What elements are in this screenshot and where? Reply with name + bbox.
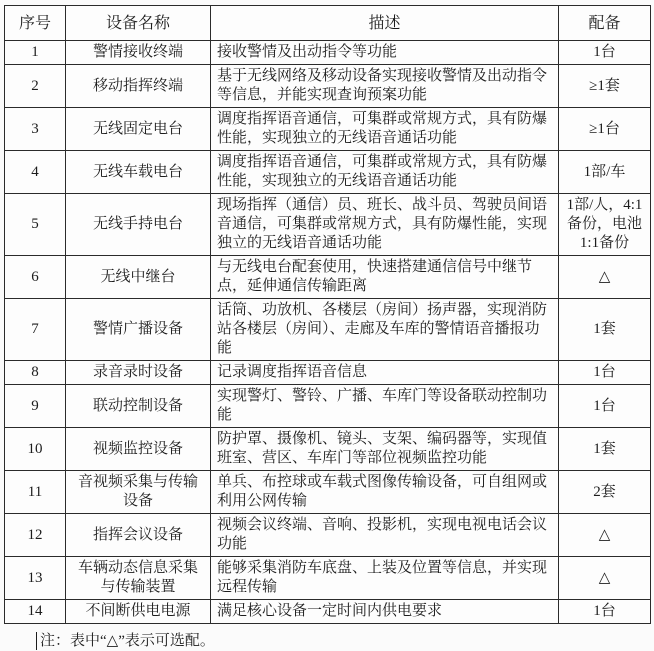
cell-equipment-name: 音视频采集与传输设备 bbox=[66, 471, 211, 514]
cell-description: 与无线电台配套使用，快速搭建通信信号中继节点，延伸通信传输距离 bbox=[211, 256, 559, 299]
table-row bbox=[5, 194, 651, 256]
cell-number: 5 bbox=[5, 194, 66, 256]
cell-equipment-name: 警情接收终端 bbox=[66, 41, 211, 65]
column-header-description: 描述 bbox=[211, 6, 559, 41]
cell-description: 接收警情及出动指令等功能 bbox=[211, 41, 559, 65]
table-row bbox=[5, 385, 651, 428]
cell-number: 12 bbox=[5, 514, 66, 557]
cell-number: 1 bbox=[5, 41, 66, 65]
cell-description: 记录调度指挥语音信息 bbox=[211, 361, 559, 385]
cell-description: 单兵、布控球或车载式图像传输设备，可自组网或利用公网传输 bbox=[211, 471, 559, 514]
cell-number: 7 bbox=[5, 299, 66, 361]
cell-equipment-name: 无线中继台 bbox=[66, 256, 211, 299]
cell-equipment-name: 指挥会议设备 bbox=[66, 514, 211, 557]
cell-equipment-name: 警情广播设备 bbox=[66, 299, 211, 361]
cell-allocation: 1部/人，4:1备份，电池1:1备份 bbox=[559, 194, 651, 256]
cell-description: 调度指挥语音通信，可集群或常规方式，具有防爆性能，实现独立的无线语音通话功能 bbox=[211, 108, 559, 151]
document-page bbox=[0, 5, 654, 649]
cell-allocation: 1部/车 bbox=[559, 151, 651, 194]
cell-allocation: △ bbox=[559, 514, 651, 557]
equipment-table bbox=[4, 5, 651, 624]
cell-description: 视频会议终端、音响、投影机，实现电视电话会议功能 bbox=[211, 514, 559, 557]
cell-description: 基于无线网络及移动设备实现接收警情及出动指令等信息，并能实现查询预案功能 bbox=[211, 65, 559, 108]
cell-equipment-name: 移动指挥终端 bbox=[66, 65, 211, 108]
footnote bbox=[36, 631, 654, 651]
cell-allocation: △ bbox=[559, 557, 651, 600]
cell-allocation: 1台 bbox=[559, 361, 651, 385]
column-header-number: 序号 bbox=[5, 6, 66, 41]
table-row bbox=[5, 557, 651, 600]
table-row bbox=[5, 514, 651, 557]
cell-equipment-name: 视频监控设备 bbox=[66, 428, 211, 471]
cell-description: 话筒、功放机、各楼层（房间）扬声器，实现消防站各楼层（房间）、走廊及车库的警情语音播报功能 bbox=[211, 299, 559, 361]
cell-description: 调度指挥语音通信，可集群或常规方式，具有防爆性能，实现独立的无线语音通话功能 bbox=[211, 151, 559, 194]
cell-allocation: ≥1套 bbox=[559, 65, 651, 108]
cell-number: 14 bbox=[5, 600, 66, 624]
cell-number: 9 bbox=[5, 385, 66, 428]
cell-number: 11 bbox=[5, 471, 66, 514]
table-row bbox=[5, 256, 651, 299]
cell-number: 13 bbox=[5, 557, 66, 600]
cell-allocation: 1台 bbox=[559, 41, 651, 65]
table-row bbox=[5, 151, 651, 194]
column-header-allocation: 配备 bbox=[559, 6, 651, 41]
column-header-equipment-name: 设备名称 bbox=[66, 6, 211, 41]
cell-equipment-name: 无线车载电台 bbox=[66, 151, 211, 194]
cell-allocation: ≥1台 bbox=[559, 108, 651, 151]
table-row bbox=[5, 471, 651, 514]
cell-equipment-name: 不间断供电电源 bbox=[66, 600, 211, 624]
table-row bbox=[5, 428, 651, 471]
cell-description: 满足核心设备一定时间内供电要求 bbox=[211, 600, 559, 624]
cell-description: 现场指挥（通信）员、班长、战斗员、驾驶员间语音通信，可集群或常规方式，具有防爆性能，实现独立的无线语音通话功能 bbox=[211, 194, 559, 256]
cell-description: 防护罩、摄像机、镜头、支架、编码器等，实现值班室、营区、车库门等部位视频监控功能 bbox=[211, 428, 559, 471]
table-row bbox=[5, 65, 651, 108]
cell-equipment-name: 联动控制设备 bbox=[66, 385, 211, 428]
cell-allocation: 1台 bbox=[559, 385, 651, 428]
cell-allocation: 1套 bbox=[559, 428, 651, 471]
cell-number: 10 bbox=[5, 428, 66, 471]
table-header-row bbox=[5, 6, 651, 41]
cell-equipment-name: 无线固定电台 bbox=[66, 108, 211, 151]
text-cursor bbox=[36, 632, 37, 650]
cell-equipment-name: 无线手持电台 bbox=[66, 194, 211, 256]
table-row bbox=[5, 361, 651, 385]
table-row bbox=[5, 600, 651, 624]
cell-allocation: △ bbox=[559, 256, 651, 299]
cell-number: 4 bbox=[5, 151, 66, 194]
cell-allocation: 2套 bbox=[559, 471, 651, 514]
table-row bbox=[5, 299, 651, 361]
table-row bbox=[5, 41, 651, 65]
cell-allocation: 1台 bbox=[559, 600, 651, 624]
cell-number: 3 bbox=[5, 108, 66, 151]
cell-equipment-name: 录音录时设备 bbox=[66, 361, 211, 385]
cell-number: 8 bbox=[5, 361, 66, 385]
cell-number: 2 bbox=[5, 65, 66, 108]
footnote-text: 注：表中“△”表示可选配。 bbox=[40, 633, 215, 649]
cell-allocation: 1套 bbox=[559, 299, 651, 361]
cell-equipment-name: 车辆动态信息采集与传输装置 bbox=[66, 557, 211, 600]
cell-description: 实现警灯、警铃、广播、车库门等设备联动控制功能 bbox=[211, 385, 559, 428]
cell-number: 6 bbox=[5, 256, 66, 299]
table-row bbox=[5, 108, 651, 151]
cell-description: 能够采集消防车底盘、上装及位置等信息，并实现远程传输 bbox=[211, 557, 559, 600]
